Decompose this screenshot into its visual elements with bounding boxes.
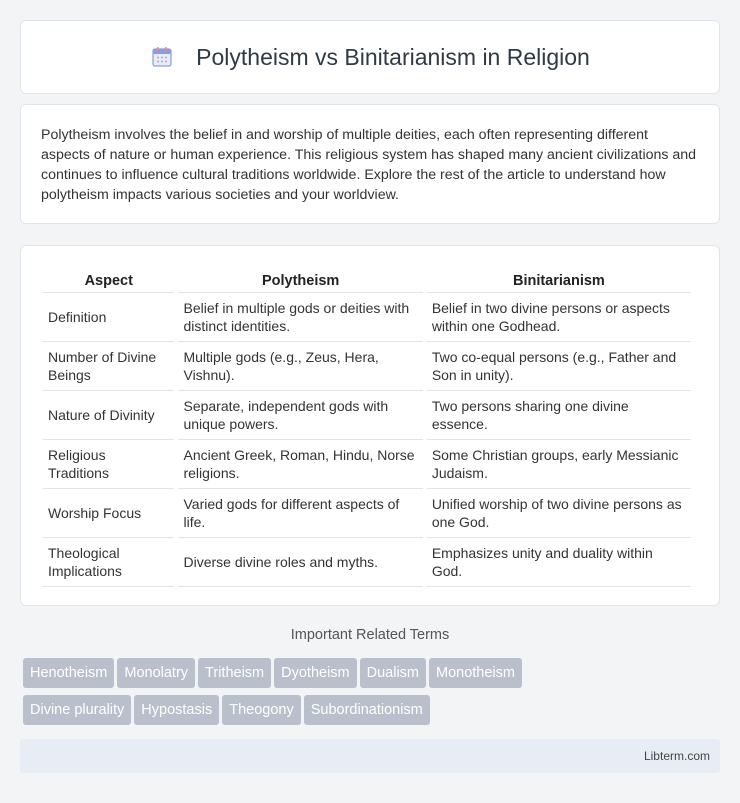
cell-polytheism: Ancient Greek, Roman, Hindu, Norse religions. (178, 439, 422, 488)
table-row (43, 292, 691, 341)
header-polytheism: Polytheism (261, 273, 340, 289)
cell-polytheism: Varied gods for different aspects of life. (178, 488, 422, 537)
cell-binitarianism: Some Christian groups, early Messianic Judaism. (427, 439, 691, 488)
tag-dyotheism[interactable]: Dyotheism (274, 658, 357, 688)
table-row (43, 537, 691, 587)
intro-card (20, 104, 720, 224)
header-aspect: Aspect (84, 273, 133, 289)
cell-binitarianism: Emphasizes unity and duality within God. (427, 537, 691, 587)
table-row (43, 341, 691, 390)
title-card (20, 20, 720, 94)
table-row (43, 390, 691, 439)
cell-polytheism: Separate, independent gods with unique powers. (178, 390, 422, 439)
intro-paragraph: Polytheism involves the belief in and worship of multiple deities, each often representing different aspects of nature or human experience. This religious system has shaped many ancient civilizations and continues to influence cultural traditions worldwide. Explore the rest of the article to understand how polytheism impacts various societies and your worldview. (41, 127, 697, 203)
cell-binitarianism: Two co-equal persons (e.g., Father and Son in unity). (427, 341, 691, 390)
related-terms-title: Important Related Terms (290, 627, 450, 643)
cell-aspect: Number of Divine Beings (43, 341, 174, 390)
tag-monotheism[interactable]: Monotheism (429, 658, 522, 688)
cell-binitarianism: Belief in two divine persons or aspects within one Godhead. (427, 292, 691, 341)
tag-tritheism[interactable]: Tritheism (198, 658, 271, 688)
cell-aspect: Theological Implications (43, 537, 174, 587)
table-row (43, 439, 691, 488)
tag-henotheism[interactable]: Henotheism (23, 658, 114, 688)
tag-hypostasis[interactable]: Hypostasis (134, 695, 219, 725)
cell-binitarianism: Two persons sharing one divine essence. (427, 390, 691, 439)
cell-polytheism: Belief in multiple gods or deities with distinct identities. (178, 292, 422, 341)
cell-polytheism: Multiple gods (e.g., Zeus, Hera, Vishnu). (178, 341, 422, 390)
tag-theogony[interactable]: Theogony (222, 695, 301, 725)
comparison-card (20, 245, 720, 606)
comparison-table (39, 266, 695, 587)
calendar-icon (150, 45, 174, 69)
footer-brand-link[interactable]: Libterm.com (643, 749, 710, 763)
header-binitarianism: Binitarianism (512, 273, 605, 289)
table-header-row (43, 266, 691, 292)
tag-dualism[interactable]: Dualism (360, 658, 426, 688)
table-row (43, 488, 691, 537)
tag-subordinationism[interactable]: Subordinationism (304, 695, 430, 725)
cell-aspect: Religious Traditions (43, 439, 174, 488)
tag-monolatry[interactable]: Monolatry (117, 658, 195, 688)
page-title: Polytheism vs Binitarianism in Religion (196, 43, 590, 70)
related-tags (23, 658, 723, 732)
tag-divine-plurality[interactable]: Divine plurality (23, 695, 131, 725)
cell-aspect: Nature of Divinity (43, 390, 174, 439)
cell-binitarianism: Unified worship of two divine persons as one God. (427, 488, 691, 537)
cell-polytheism: Diverse divine roles and myths. (178, 537, 422, 587)
cell-aspect: Definition (43, 292, 174, 341)
cell-aspect: Worship Focus (43, 488, 174, 537)
footer (20, 739, 720, 773)
